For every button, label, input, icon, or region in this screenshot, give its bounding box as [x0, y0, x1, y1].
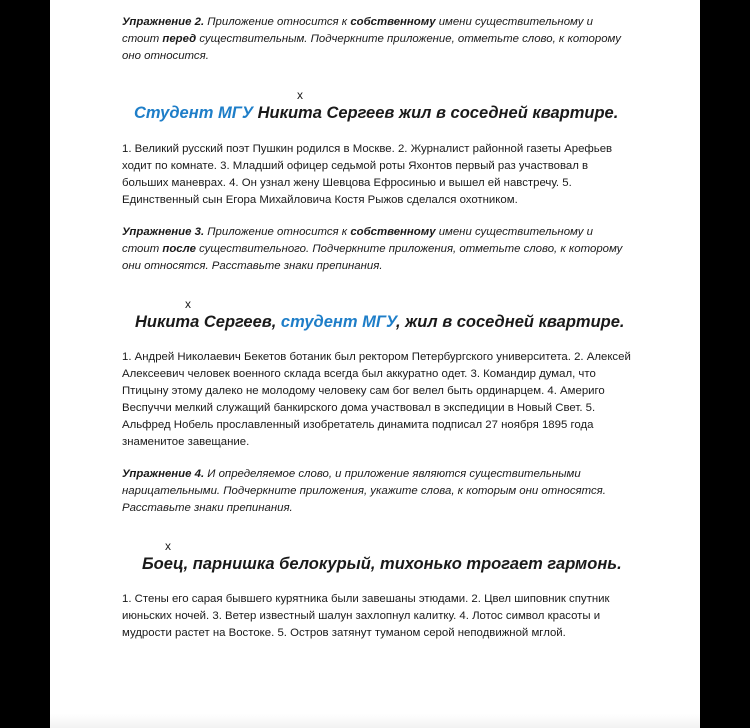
exercise-3-example: [122, 312, 632, 332]
exercise-4-text-part: И определяемое слово, и приложение являются существительными нарицательными. Подчеркните приложения, укажите слова, к которым они относятся. Расставьте знаки препинания.: [122, 468, 606, 514]
exercise-3-example-start: Никита Сергеев,: [135, 313, 281, 331]
page-bottom-fade: [50, 714, 700, 728]
exercise-3-example-end: , жил в соседней квартире.: [395, 313, 625, 331]
exercise-2-bold-position: перед: [162, 33, 197, 45]
exercise-3-bold-position: после: [162, 243, 196, 255]
exercise-2-marker-row: [122, 88, 632, 102]
exercise-2-label: Упражнение 2.: [122, 16, 205, 28]
exercise-3-example-appositive: студент МГУ: [280, 313, 396, 331]
document-body: [122, 14, 632, 642]
exercise-2-example: [122, 103, 632, 123]
exercise-3-text-part: существительного. Подчеркните приложения, отметьте слово, к которому они относятся. Расставьте знаки препинания.: [122, 243, 623, 272]
exercise-3-instructions: [122, 224, 632, 275]
exercise-2-sentences: 1. Великий русский поэт Пушкин родился в Москве. 2. Журналист районной газеты Арефьев ходит по комнате. 3. Младший офицер седьмой роты Яхонтов первый раз участвовал в больших маневрах. 4. Он узнал жену Шевцова Ефросинью и вышел ей навстречу. 5. Единственный сын Егора Михайловича Костя Рыжов сделался охотником.: [122, 143, 613, 206]
exercise-2-example-appositive: Студент МГУ: [134, 104, 253, 122]
exercise-2-text-part: существительным. Подчеркните приложение, отметьте слово, к которому оно относится.: [122, 33, 621, 62]
exercise-2-bold-word: собственному: [350, 16, 436, 28]
exercise-2-text-part: Приложение относится к: [204, 16, 351, 28]
exercise-4-marker: х: [165, 539, 171, 553]
exercise-3-text-part: имени существительному и стоит: [122, 226, 593, 255]
exercise-3-marker-row: [122, 297, 632, 311]
exercise-3-text-part: Приложение относится к: [204, 226, 351, 238]
exercise-4-sentences: 1. Стены его сарая бывшего курятника были завешаны этюдами. 2. Цвел шиповник спутник июньских ночей. 3. Ветер известный шалун захлопнул калитку. 4. Лотос символ красоты и мудрости растет на Востоке. 5. Остров затянут туманом серой неподвижной мглой.: [122, 593, 610, 639]
exercise-3-sentences: 1. Андрей Николаевич Бекетов ботаник был ректором Петербургского университета. 2. Алексей Алексеевич человек военного склада всегда был аккуратно одет. 3. Командир думал, что Птицыну этому далеко не молодому человеку сам бог велел быть ординарцем. 4. Америго Веспуччи мелкий служащий банкирского дома участвовал в экспедиции в Новый Свет. 5. Альфред Нобель прославленный изобретатель динамита подписал 27 ноября 1895 года знаменитое завещание.: [122, 351, 631, 448]
exercise-4-example: Боец, парнишка белокурый, тихонько трогает гармонь.: [142, 555, 622, 573]
exercise-2-instructions: [122, 14, 632, 65]
exercise-4-instructions: [122, 466, 632, 517]
exercise-2-example-rest: Никита Сергеев жил в соседней квартире.: [253, 104, 619, 122]
exercise-3-label: Упражнение 3.: [122, 226, 205, 238]
exercise-2-marker: х: [297, 88, 303, 102]
document-page: [50, 0, 700, 728]
exercise-4-marker-row: [122, 539, 632, 553]
exercise-3-bold-word: собственному: [350, 226, 436, 238]
exercise-4-label: Упражнение 4.: [122, 468, 205, 480]
exercise-3-marker: х: [185, 297, 191, 311]
exercise-2-text-part: имени существительному и стоит: [122, 16, 593, 45]
